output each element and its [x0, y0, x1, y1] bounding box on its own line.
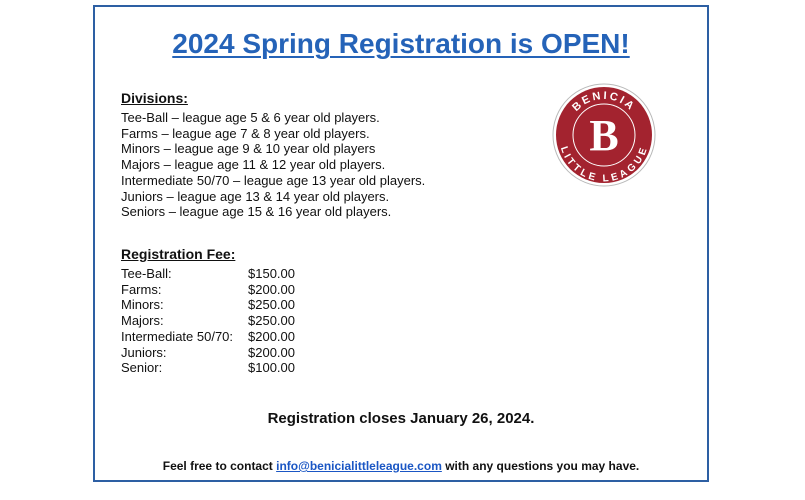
registration-closes: Registration closes January 26, 2024. — [267, 410, 535, 427]
division-item: Juniors – league age 13 & 14 year old players. — [121, 188, 390, 204]
fee-row — [121, 297, 295, 313]
fee-amount: $200.00 — [248, 344, 295, 360]
fee-row — [121, 329, 295, 345]
fee-division: Intermediate 50/70: — [121, 328, 234, 344]
fee-row — [121, 345, 295, 361]
fee-amount: $250.00 — [248, 297, 295, 313]
division-item: Tee-Ball – league age 5 & 6 year old players. — [121, 110, 380, 125]
logo-top-text: BENICIA — [570, 89, 638, 114]
fee-division: Farms: — [121, 281, 162, 297]
fee-row — [121, 360, 295, 376]
flyer-frame — [93, 5, 709, 482]
division-item: Minors – league age 9 & 10 year old players — [121, 141, 376, 157]
fee-row — [121, 266, 295, 282]
fee-table — [121, 266, 295, 376]
fee-heading: Registration Fee: — [121, 246, 236, 262]
division-item: Seniors – league age 15 & 16 year old players. — [121, 204, 392, 220]
contact-email-link[interactable]: info@benicialittleleague.com — [276, 459, 442, 473]
fee-amount: $200.00 — [248, 328, 295, 344]
page-title: 2024 Spring Registration is OPEN! — [172, 28, 630, 59]
fee-row — [121, 282, 295, 298]
fee-amount: $100.00 — [248, 360, 295, 376]
divisions-heading: Divisions: — [121, 90, 188, 106]
division-item: Majors – league age 11 & 12 year old players. — [121, 157, 386, 173]
divisions-list — [121, 110, 425, 220]
fee-amount: $150.00 — [248, 266, 295, 281]
logo-letter: B — [589, 111, 619, 160]
contact-prefix: Feel free to contact — [162, 459, 277, 473]
fee-row — [121, 313, 295, 329]
division-item: Farms – league age 7 & 8 year old players. — [121, 125, 370, 141]
fee-amount: $250.00 — [248, 313, 295, 329]
contact-line — [95, 459, 707, 473]
fee-division: Juniors: — [121, 344, 167, 360]
fee-division: Minors: — [121, 297, 164, 313]
fee-division: Tee-Ball: — [121, 266, 172, 281]
contact-suffix: with any questions you may have. — [441, 459, 640, 473]
fee-division: Majors: — [121, 313, 164, 329]
benicia-little-league-logo — [552, 83, 656, 187]
division-item: Intermediate 50/70 – league age 13 year old players. — [121, 172, 426, 188]
fee-division: Senior: — [121, 360, 163, 376]
fee-amount: $200.00 — [248, 281, 295, 297]
logo-bottom-text: LITTLE LEAGUE — [557, 145, 651, 185]
